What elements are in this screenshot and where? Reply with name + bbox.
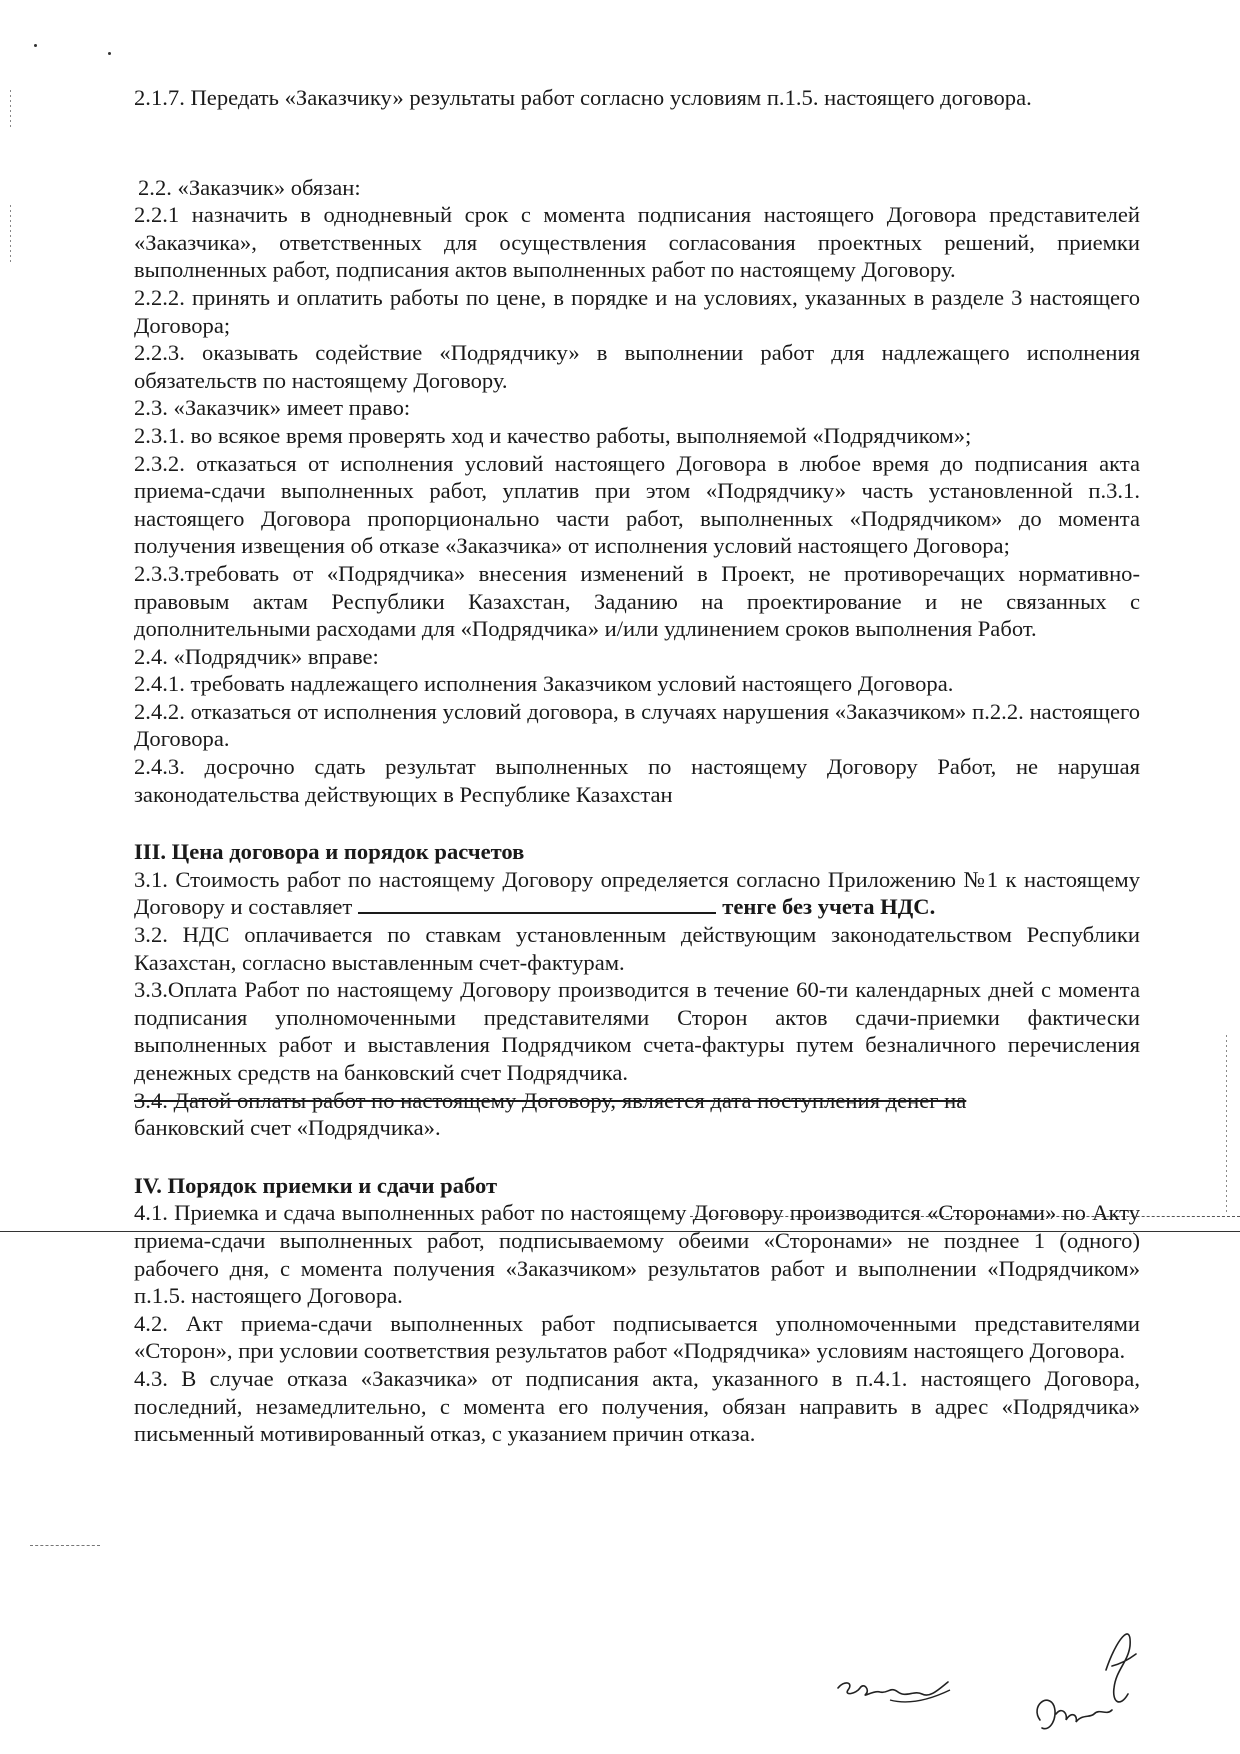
clause-3-1-text: 3.1. Стоимость работ по настоящему Договору определяется согласно Приложению №1 к настоящему Договору и составляет [134, 866, 1140, 920]
amount-blank [358, 894, 716, 914]
clause-3-1-currency: тенге без учета НДС. [722, 894, 936, 920]
clause-2-3-3: 2.3.3.требовать от «Подрядчика» внесения изменений в Проект, не противоречащих нормативно-правовым актам Республики Казахстан, Заданию на проектирование и не связанных с дополнительными расходами для «Подрядчика» и/или удлинением сроков выполнения Работ. [134, 560, 1140, 642]
clause-2-2-1: 2.2.1 назначить в однодневный срок с момента подписания настоящего Договора представителей «Заказчика», ответственных для осуществления согласования проектных решений, приемки выполненных работ, подписания актов выполненных работ по настоящему Договору. [134, 202, 1140, 283]
clause-2-4-2: 2.4.2. отказаться от исполнения условий договора, в случаях нарушения «Заказчиком» п.2.2. настоящего Договора. [134, 698, 1140, 752]
clause-3-1 [134, 866, 1140, 921]
initials-signature-1 [830, 1660, 970, 1720]
margin-mark [10, 205, 11, 265]
clause-2-3-1: 2.3.1. во всякое время проверять ход и качество работы, выполняемой «Подрядчиком»; [134, 422, 972, 448]
clause-2-2: 2.2. «Заказчик» обязан: [138, 174, 361, 200]
clause-2-3-2: 2.3.2. отказаться от исполнения условий настоящего Договора в любое время до подписания акта приема-сдачи выполненных работ, уплатив при этом «Подрядчику» часть установленной п.3.1. настоящего Договора пропорционально части работ, выполненных «Подрядчиком» до момента получения извещения об отказе «Заказчика» от исполнения условий настоящего Договора; [134, 450, 1140, 559]
clause-2-2-3: 2.2.3. оказывать содействие «Подрядчику» в выполнении работ для надлежащего исполнения обязательств по настоящему Договору. [134, 340, 1140, 393]
document-body [134, 84, 1140, 1448]
scan-speck [34, 44, 37, 47]
clause-4-2: 4.2. Акт приема-сдачи выполненных работ подписывается уполномоченными представителями «Сторон», при условии соответствия результатов работ «Подрядчика» условиям настоящего Договора. [134, 1310, 1140, 1364]
margin-mark [10, 90, 11, 130]
clause-2-1-7: 2.1.7. Передать «Заказчику» результаты работ согласно условиям п.1.5. настоящего договора. [134, 85, 1032, 110]
clause-3-4-struck-text: 3.4. Датой оплаты работ по настоящему Договору, является дата поступления денег на [134, 1087, 967, 1113]
margin-mark [1226, 1035, 1227, 1215]
clause-2-4-3: 2.4.3. досрочно сдать результат выполненных по настоящему Договору Работ, не нарушая законодательства действующих в Республике Казахстан [134, 754, 1140, 807]
clause-3-4 [134, 1087, 1140, 1142]
section-3-heading: III. Цена договора и порядок расчетов [134, 839, 525, 865]
clause-3-4-text: банковский счет «Подрядчика». [134, 1115, 441, 1141]
clause-2-4: 2.4. «Подрядчик» вправе: [134, 643, 379, 669]
clause-2-3: 2.3. «Заказчик» имеет право: [134, 395, 411, 421]
clause-2-4-1: 2.4.1. требовать надлежащего исполнения Заказчиком условий настоящего Договора. [134, 671, 954, 697]
clause-4-3: 4.3. В случае отказа «Заказчика» от подписания акта, указанного в п.4.1. настоящего Договора, последний, незамедлительно, с момента его получения, обязан направить в адрес «Подрядчика» письменный мотивированный отказ, с указанием причин отказа. [134, 1365, 1140, 1447]
clause-2-2-2: 2.2.2. принять и оплатить работы по цене, в порядке и на условиях, указанных в разделе 3 настоящего Договора; [134, 284, 1140, 338]
clause-3-3: 3.3.Оплата Работ по настоящему Договору производится в течение 60-ти календарных дней с момента подписания уполномоченными представителями Сторон актов сдачи-приемки фактически выполненных работ и выставления Подрядчиком счета-фактуры путем безналичного перечисления денежных средств на банковский счет Подрядчика. [134, 977, 1140, 1085]
margin-mark [30, 1545, 100, 1546]
clause-4-1: 4.1. Приемка и сдача выполненных работ по настоящему Договору производится «Сторонами» по Акту приема-сдачи выполненных работ, подписываемому обеими «Сторонами» не позднее 1 (одного) рабочего дня, с момента получения «Заказчиком» результатов работ и выполнении «Подрядчиком» п.1.5. настоящего Договора. [134, 1200, 1140, 1309]
initials-signature-2 [1020, 1610, 1160, 1740]
section-4-heading: IV. Порядок приемки и сдачи работ [134, 1172, 498, 1198]
clause-3-2: 3.2. НДС оплачивается по ставкам установленным действующим законодательством Республики Казахстан, согласно выставленным счет-фактурам. [134, 922, 1140, 975]
scan-speck [108, 52, 111, 55]
